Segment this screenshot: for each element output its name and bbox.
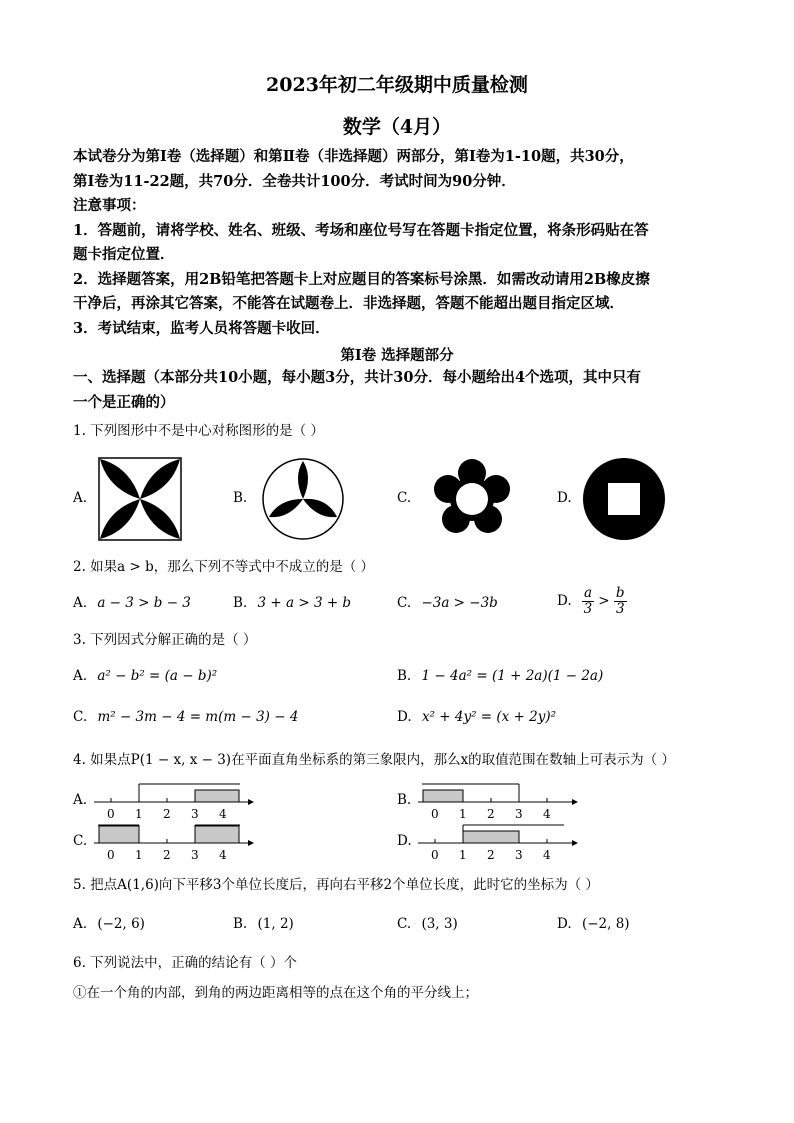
tick-label: 1 [459, 848, 467, 861]
q3-option-a [73, 668, 217, 684]
q3-option-c [73, 709, 298, 725]
q2-d-fraction-a [582, 586, 594, 617]
intro-line: 注意事项： [73, 197, 146, 214]
tick-label: 0 [107, 807, 115, 820]
q1-figure-b-three-blades [261, 457, 345, 541]
tick-label: 1 [135, 848, 143, 861]
q5-option-a-label: A. [73, 916, 88, 932]
q4-numberline-a [90, 780, 255, 820]
tick-label: 4 [219, 807, 227, 820]
exam-title: 2023年初二年级期中质量检测 [266, 74, 528, 96]
q1-option-c-label: C. [397, 490, 412, 506]
q5-option-d [557, 916, 630, 932]
q1-figure-a-four-petals [98, 457, 182, 541]
q5-option-c-label: C. [397, 916, 412, 932]
q1-stem: 1. 下列图形中不是中心对称图形的是（ ） [73, 423, 324, 439]
q2-d-denominator-b: 3 [615, 601, 625, 617]
q2-option-a-expr: a − 3 > b − 3 [97, 595, 191, 611]
q1-option-b-label: B. [233, 490, 248, 506]
q6-stem: 6. 下列说法中，正确的结论有（ ）个 [73, 955, 297, 971]
intro-line: 1．答题前，请将学校、姓名、班级、考场和座位号写在答题卡指定位置，将条形码贴在答 [73, 221, 649, 239]
section-desc [73, 366, 723, 415]
exam-subtitle: 数学（4月） [342, 116, 452, 138]
tick-label: 3 [191, 807, 199, 820]
q4-option-a-label: A. [73, 792, 88, 808]
tick-label: 0 [431, 848, 439, 861]
q3-option-b-expr: 1 − 4a² = (1 + 2a)(1 − 2a) [421, 668, 604, 684]
q5-option-c [397, 916, 458, 932]
tick-label: 4 [219, 848, 227, 861]
q2-option-c [397, 595, 498, 611]
tick-label: 3 [515, 848, 523, 861]
section-title: 第Ⅰ卷 选择题部分 [340, 347, 454, 364]
q5-option-d-label: D. [557, 916, 572, 932]
tick-label: 1 [459, 807, 467, 820]
q4-numberline-b [414, 780, 579, 820]
tick-label: 0 [431, 807, 439, 820]
q3-option-d [397, 709, 556, 725]
q3-option-d-expr: x² + 4y² = (x + 2y)² [421, 709, 557, 725]
tick-label: 3 [191, 848, 199, 861]
q4-option-b-label: B. [397, 792, 412, 808]
q1-figure-d-coin [582, 457, 666, 541]
q2-d-fraction-b [614, 586, 627, 617]
section-desc-line: 一、选择题（本部分共10小题，每小题3分，共计30分．每小题给出4个选项，其中只有 [73, 369, 642, 386]
q4-stem: 4. 如果点P(1 − x, x − 3)在平面直角坐标系的第三象限内，那么x的取值范围在数轴上可表示为（ ） [73, 752, 675, 768]
q2-option-c-label: C. [397, 595, 412, 611]
q4-numberline-d [414, 821, 579, 861]
tick-label: 2 [487, 848, 495, 861]
q5-stem: 5. 把点A(1,6)向下平移3个单位长度后，再向右平移2个单位长度，此时它的坐标为（ ） [73, 877, 599, 893]
q5-option-d-value: (−2, 8) [581, 916, 630, 932]
intro-line: 第Ⅰ卷为11-22题，共70分．全卷共计100分．考试时间为90分钟． [73, 172, 516, 190]
q2-option-a [73, 595, 191, 611]
tick-label: 2 [487, 807, 495, 820]
q5-option-b-value: (1, 2) [257, 916, 294, 932]
q4-option-d-label: D. [397, 833, 412, 849]
intro-block [73, 145, 723, 341]
intro-line: 干净后，再涂其它答案，不能答在试题卷上．非选择题，答题不能超出题目指定区域． [73, 295, 624, 312]
q1-figure-c-flower [430, 457, 514, 541]
q2-option-b-expr: 3 + a > 3 + b [257, 595, 352, 611]
tick-label: 2 [163, 807, 171, 820]
tick-label: 3 [515, 807, 523, 820]
q2-option-d [557, 586, 627, 617]
q5-option-c-value: (3, 3) [421, 916, 458, 932]
tick-label: 4 [543, 848, 551, 861]
q3-option-c-label: C. [73, 709, 88, 725]
tick-label: 1 [135, 807, 143, 820]
q3-option-b-label: B. [397, 668, 412, 684]
q2-d-numerator-b: b [615, 585, 625, 601]
q3-option-a-expr: a² − b² = (a − b)² [97, 668, 218, 684]
q1-option-a-label: A. [73, 490, 88, 506]
q2-option-b-label: B. [233, 595, 248, 611]
q5-option-b-label: B. [233, 916, 248, 932]
intro-line: 2．选择题答案，用2B铅笔把答题卡上对应题目的答案标号涂黑．如需改动请用2B橡皮擦 [73, 270, 650, 288]
q3-option-a-label: A. [73, 668, 88, 684]
q4-option-c-label: C. [73, 833, 88, 849]
intro-line: 3．考试结束，监考人员将答题卡收回． [73, 319, 330, 337]
section-desc-line: 一个是正确的） [73, 393, 175, 411]
q2-d-denominator-a: 3 [583, 601, 593, 617]
q3-option-b [397, 668, 603, 684]
tick-label: 4 [543, 807, 551, 820]
q2-option-a-label: A. [73, 595, 88, 611]
intro-line: 本试卷分为第Ⅰ卷（选择题）和第Ⅱ卷（非选择题）两部分，第Ⅰ卷为1-10题，共30分， [73, 148, 634, 165]
tick-label: 0 [107, 848, 115, 861]
q1-option-d-label: D. [557, 490, 572, 506]
q2-stem: 2. 如果a > b，那么下列不等式中不成立的是（ ） [73, 559, 375, 575]
q5-option-a [73, 916, 145, 932]
q5-option-a-value: (−2, 6) [97, 916, 145, 932]
q2-option-c-expr: −3a > −3b [421, 595, 498, 611]
q2-option-d-label: D. [557, 593, 572, 609]
tick-label: 2 [163, 848, 171, 861]
q6-item-1: ①在一个角的内部，到角的两边距离相等的点在这个角的平分线上； [73, 985, 478, 1001]
intro-line: 题卡指定位置． [73, 246, 175, 263]
q4-numberline-c [90, 821, 255, 861]
q3-option-d-label: D. [397, 709, 412, 725]
q2-d-gt: > [598, 593, 610, 609]
q3-stem: 3. 下列因式分解正确的是（ ） [73, 632, 257, 648]
q2-d-numerator-a: a [583, 585, 592, 601]
q5-option-b [233, 916, 294, 932]
q3-option-c-expr: m² − 3m − 4 = m(m − 3) − 4 [97, 709, 299, 725]
q2-option-b [233, 595, 351, 611]
